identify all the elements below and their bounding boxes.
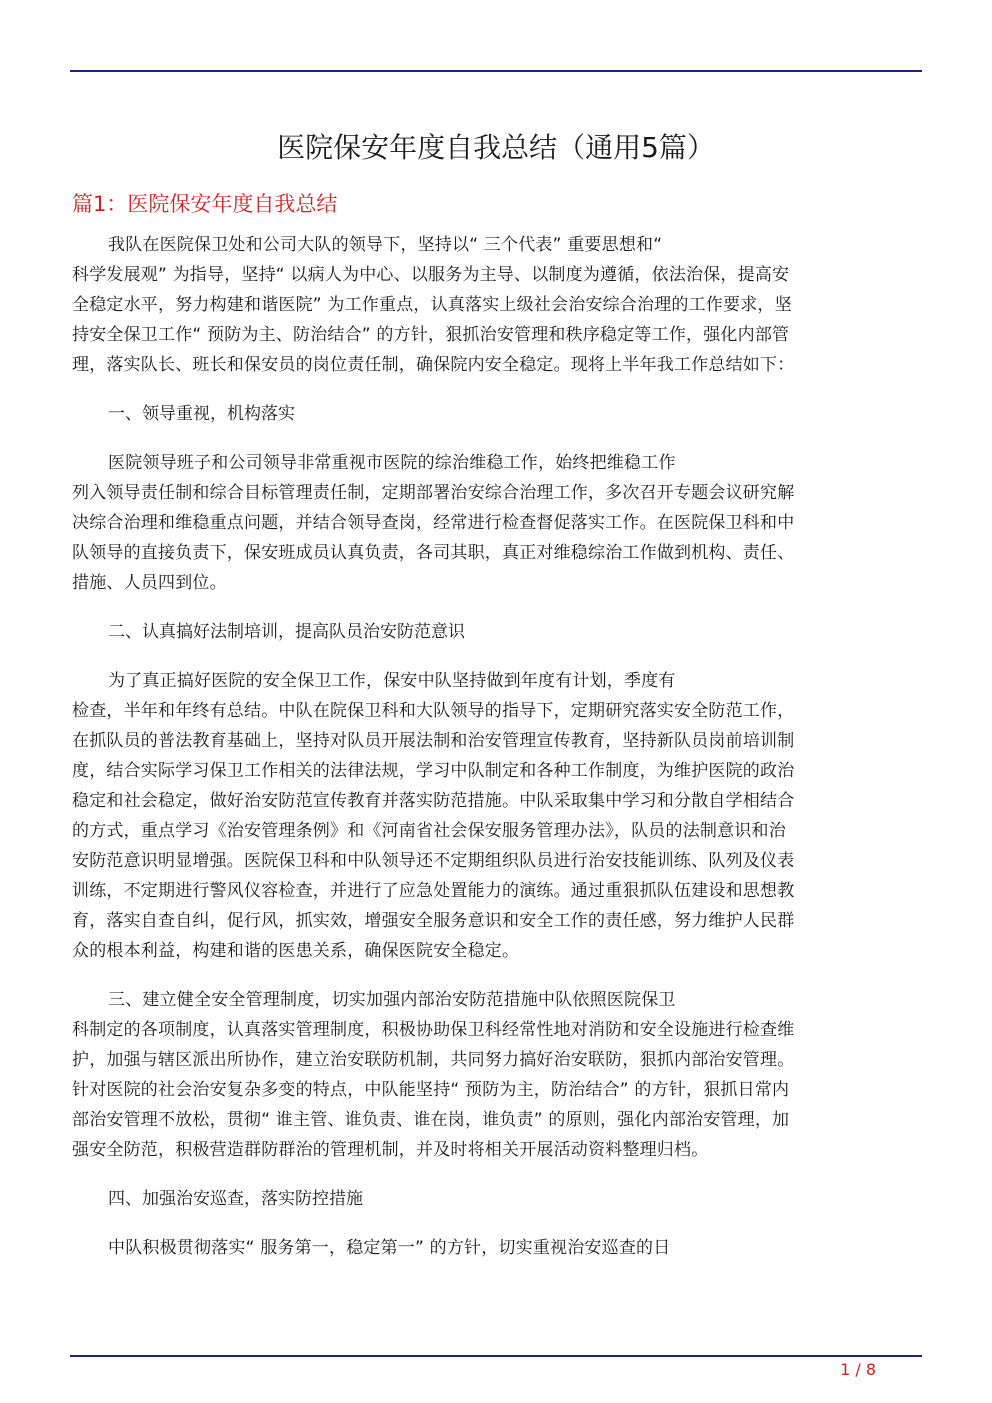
subsection-heading: 四、加强治安巡查，落实防控措施 (108, 1189, 363, 1209)
paragraph-line: 队领导的直接负责下，保安班成员认真负责，各司其职，真正对维稳综治工作做到机构、责任、 (72, 543, 795, 563)
page-number: 1 / 8 (840, 1360, 876, 1379)
paragraph-line: 检查，半年和年终有总结。中队在院保卫科和大队领导的指导下，定期研究落实安全防范工作， (72, 701, 795, 721)
section-title: 篇1：医院保安年度自我总结 (72, 192, 338, 216)
paragraph-line: 持安全保卫工作“ 预防为主、防治结合” 的方针，狠抓治安管理和秩序稳定等工作，强化内部管 (72, 325, 790, 345)
body-paragraph (72, 448, 916, 598)
paragraph-line: 科学发展观” 为指导，坚持“ 以病人为中心、以服务为主导、以制度为遵循，依法治保，提高安 (72, 265, 790, 285)
paragraph-line: 我队在医院保卫处和公司大队的领导下，坚持以“ 三个代表” 重要思想和“ (108, 235, 663, 255)
paragraph-line: 针对医院的社会治安复杂多变的特点，中队能坚持“ 预防为主，防治结合” 的方针，狠抓日常内 (72, 1080, 790, 1100)
paragraph-line: 理，落实队长、班长和保安员的岗位责任制，确保院内安全稳定。现将上半年我工作总结如下： (72, 355, 795, 375)
paragraph-line: 措施、人员四到位。 (72, 573, 227, 593)
paragraph-line: 众的根本利益，构建和谐的医患关系，确保医院安全稳定。 (72, 941, 520, 961)
paragraph-line: 护，加强与辖区派出所协作，建立治安联防机制，共同努力搞好治安联防，狠抓内部治安管理。 (72, 1050, 795, 1070)
paragraph-line: 部治安管理不放松，贯彻“ 谁主管、谁负责、谁在岗，谁负责” 的原则，强化内部治安管理，加 (72, 1110, 790, 1130)
subsection-heading: 一、领导重视，机构落实 (108, 404, 295, 424)
paragraph-line: 度，结合实际学习保卫工作相关的法律法规，学习中队制定和各种工作制度，为维护医院的政治 (72, 761, 795, 781)
paragraph-line: 强安全防范，积极营造群防群治的管理机制，并及时将相关开展活动资料整理归档。 (72, 1140, 709, 1160)
footer-rule (70, 1355, 922, 1357)
paragraph-line: 中队积极贯彻落实“ 服务第一，稳定第一” 的方针，切实重视治安巡查的日 (108, 1238, 671, 1258)
paragraph-line: 育，落实自查自纠，促行风，抓实效，增强安全服务意识和安全工作的责任感，努力维护人民群 (72, 911, 795, 931)
paragraph-line: 决综合治理和维稳重点问题，并结合领导查岗，经常进行检查督促落实工作。在医院保卫科和中 (72, 513, 795, 533)
paragraph-line: 列入领导责任制和综合目标管理责任制，定期部署治安综合治理工作，多次召开专题会议研究解 (72, 483, 795, 503)
paragraph-line: 安防范意识明显增强。医院保卫科和中队领导还不定期组织队员进行治安技能训练、队列及仪表 (72, 851, 795, 871)
paragraph-line: 训练，不定期进行警风仪容检查，并进行了应急处置能力的演练。通过重狠抓队伍建设和思想教 (72, 881, 795, 901)
paragraph-line: 稳定和社会稳定，做好治安防范宣传教育并落实防范措施。中队采取集中学习和分散自学相结合 (72, 791, 795, 811)
paragraph-line: 为了真正搞好医院的安全保卫工作，保安中队坚持做到年度有计划，季度有 (108, 671, 676, 691)
document-body (72, 230, 916, 1282)
paragraph-line: 全稳定水平，努力构建和谐医院” 为工作重点，认真落实上级社会治安综合治理的工作要求，坚 (72, 295, 792, 315)
document-title: 医院保安年度自我总结（通用5篇） (277, 131, 715, 164)
body-paragraph (72, 666, 916, 966)
body-paragraph (72, 1233, 916, 1263)
paragraph-line: 在抓队员的普法教育基础上，坚持对队员开展法制和治安管理宣传教育，坚持新队员岗前培训制 (72, 731, 795, 751)
body-paragraph (72, 985, 916, 1165)
paragraph-line: 科制定的各项制度，认真落实管理制度，积极协助保卫科经常性地对消防和安全设施进行检查维 (72, 1020, 795, 1040)
paragraph-line: 医院领导班子和公司领导非常重视市医院的综治维稳工作，始终把维稳工作 (108, 453, 676, 473)
paragraph-line: 的方式，重点学习《治安管理条例》和《河南省社会保安服务管理办法》，队员的法制意识和治 (72, 821, 786, 841)
body-paragraph (72, 230, 916, 380)
paragraph-line: 三、建立健全安全管理制度，切实加强内部治安防范措施中队依照医院保卫 (108, 990, 676, 1010)
header-rule (70, 70, 922, 72)
subsection-heading: 二、认真搞好法制培训，提高队员治安防范意识 (108, 622, 465, 642)
